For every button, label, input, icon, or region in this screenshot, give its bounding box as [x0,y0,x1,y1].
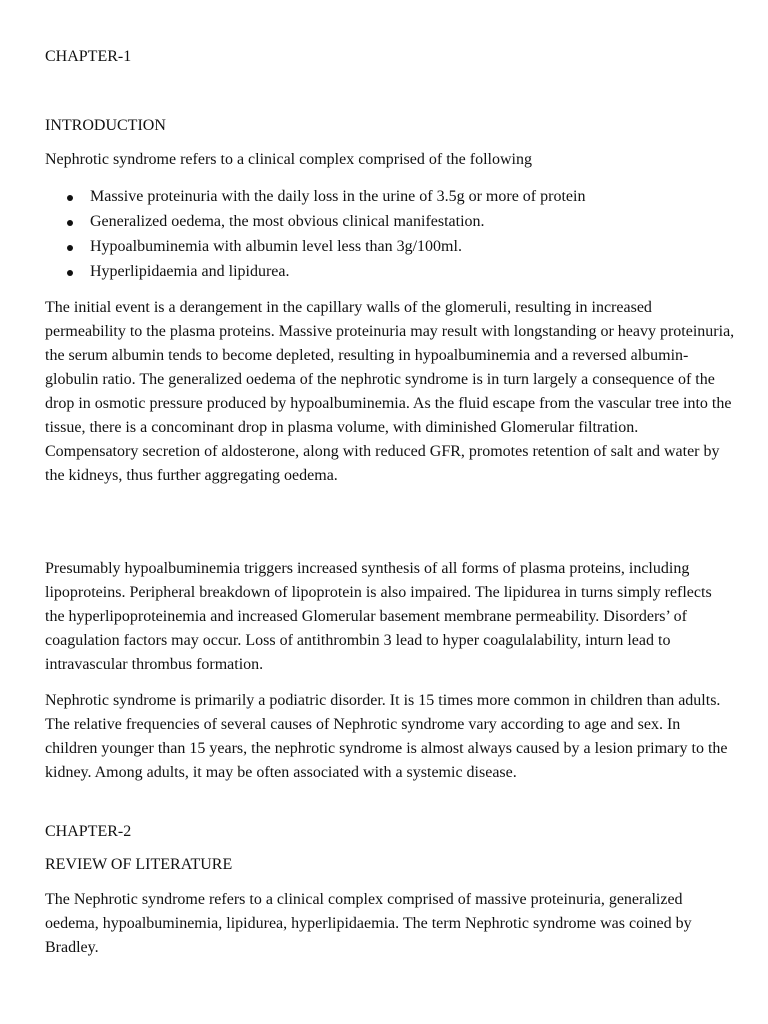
introduction-heading: INTRODUCTION [45,117,166,134]
symptom-list [45,185,735,285]
list-item [45,235,735,260]
paragraph-lipoproteins: Presumably hypoalbuminemia triggers increased synthesis of all forms of plasma proteins, including lipoproteins. Peripheral breakdown of lipoprotein is also impaired. The lipidurea in turns simply reflects the hyperlipoproteinemia and increased Glomerular basement membrane permeability. Disorders’ of coagulation factors may occur. Loss of antithrombin 3 lead to hyper coagulalability, inturn lead to intravascular thrombus formation. [45,560,712,673]
list-item-text: Generalized oedema, the most obvious clinical manifestation. [90,213,485,230]
bullet-icon [67,195,73,201]
list-item-text: Massive proteinuria with the daily loss in the urine of 3.5g or more of protein [90,188,586,205]
list-item-text: Hypoalbuminemia with albumin level less than 3g/100ml. [90,238,462,255]
list-item [45,185,735,210]
bullet-icon [67,220,73,226]
review-of-literature-heading: REVIEW OF LITERATURE [45,856,233,873]
list-item [45,210,735,235]
introduction-lead-sentence: Nephrotic syndrome refers to a clinical complex comprised of the following [45,151,532,168]
paragraph-epidemiology: Nephrotic syndrome is primarily a podiatric disorder. It is 15 times more common in children than adults. The relative frequencies of several causes of Nephrotic syndrome vary according to age and sex. In children younger than 15 years, the nephrotic syndrome is almost always caused by a lesion primary to the kidney. Among adults, it may be often associated with a systemic disease. [45,692,728,781]
paragraph-pathophysiology: The initial event is a derangement in the capillary walls of the glomeruli, resulting in increased permeability to the plasma proteins. Massive proteinuria may result with longstanding or heavy proteinuria, the serum albumin tends to become depleted, resulting in hypoalbuminemia and a reversed albumin-globulin ratio. The generalized oedema of the nephrotic syndrome is in turn largely a consequence of the drop in osmotic pressure produced by hypoalbuminemia. As the fluid escape from the vascular tree into the tissue, there is a concominant drop in plasma volume, with diminished Glomerular filtration. Compensatory secretion of aldosterone, along with reduced GFR, promotes retention of salt and water by the kidneys, thus further aggregating oedema. [45,299,735,484]
paragraph-definition: The Nephrotic syndrome refers to a clinical complex comprised of massive proteinuria, generalized oedema, hypoalbuminemia, lipidurea, hyperlipidaemia. The term Nephrotic syndrome was coined by Bradley. [45,891,692,956]
chapter-1-label: CHAPTER-1 [45,48,132,65]
list-item [45,260,735,285]
bullet-icon [67,270,73,276]
bullet-icon [67,245,73,251]
list-item-text: Hyperlipidaemia and lipidurea. [90,263,290,280]
chapter-2-label: CHAPTER-2 [45,823,132,840]
